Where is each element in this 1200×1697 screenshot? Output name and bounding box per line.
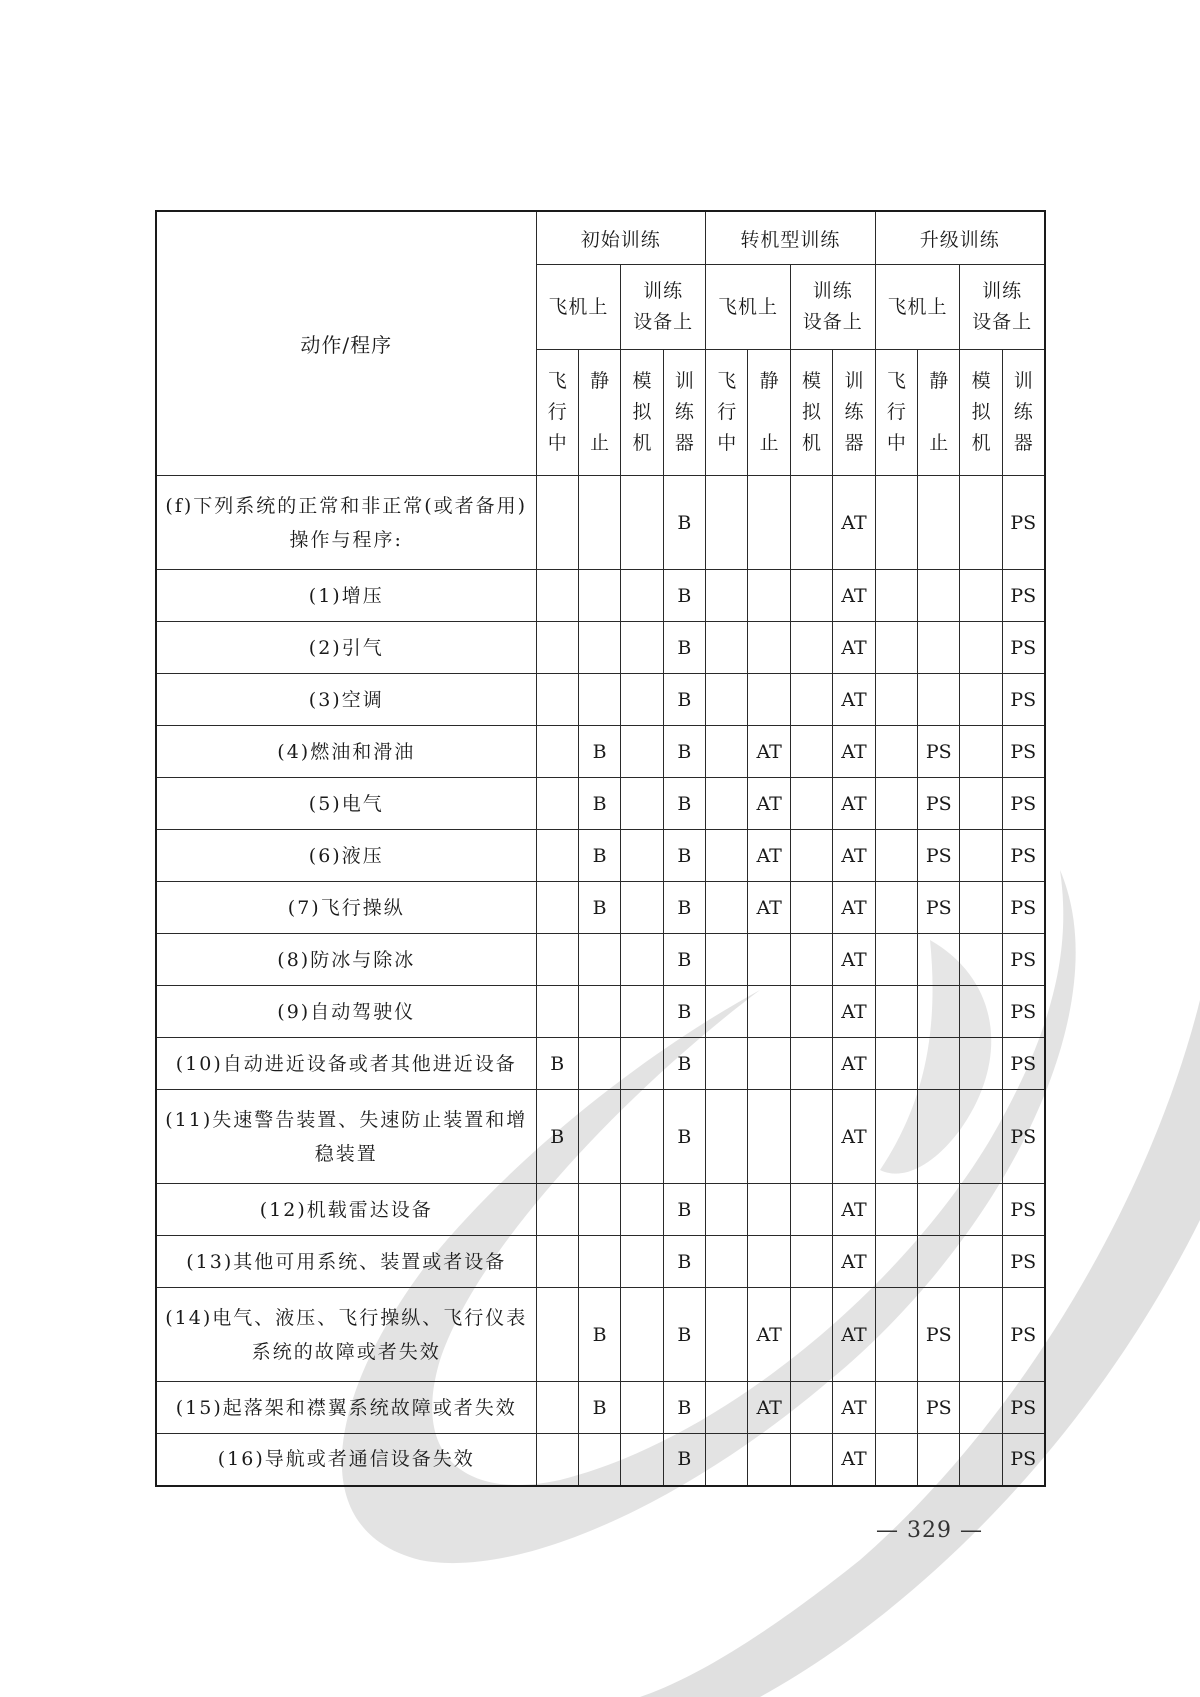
value-cell: [621, 476, 663, 570]
value-cell: [875, 674, 917, 726]
value-cell: AT: [833, 778, 875, 830]
subgroup-header: 飞机上: [875, 265, 960, 350]
value-cell: AT: [748, 778, 790, 830]
value-cell: PS: [1002, 778, 1044, 830]
value-cell: [918, 1184, 960, 1236]
value-cell: B: [663, 476, 705, 570]
value-cell: [875, 1038, 917, 1090]
value-cell: [960, 882, 1002, 934]
value-cell: [748, 1184, 790, 1236]
value-cell: [706, 1236, 748, 1288]
table-row: [156, 726, 1045, 778]
value-cell: [536, 1184, 578, 1236]
value-cell: [748, 1434, 790, 1486]
value-cell: PS: [918, 726, 960, 778]
value-cell: PS: [918, 778, 960, 830]
procedure-cell: (6)液压: [156, 830, 536, 882]
value-cell: AT: [748, 1382, 790, 1434]
value-cell: [621, 726, 663, 778]
procedure-cell: (14)电气、液压、飞行操纵、飞行仪表系统的故障或者失效: [156, 1288, 536, 1382]
value-cell: PS: [1002, 882, 1044, 934]
procedure-cell: (3)空调: [156, 674, 536, 726]
training-table: [155, 210, 1046, 1487]
value-cell: [706, 726, 748, 778]
column-header: 模 拟 机: [621, 350, 663, 476]
value-cell: [960, 726, 1002, 778]
value-cell: [790, 1382, 832, 1434]
value-cell: [960, 1090, 1002, 1184]
value-cell: [748, 934, 790, 986]
value-cell: [621, 1038, 663, 1090]
value-cell: [536, 570, 578, 622]
value-cell: [706, 986, 748, 1038]
table-row: [156, 1288, 1045, 1382]
value-cell: PS: [918, 830, 960, 882]
value-cell: PS: [918, 882, 960, 934]
value-cell: [790, 674, 832, 726]
value-cell: PS: [1002, 1038, 1044, 1090]
value-cell: [960, 1184, 1002, 1236]
table-row: [156, 1236, 1045, 1288]
value-cell: [536, 830, 578, 882]
value-cell: [748, 674, 790, 726]
value-cell: B: [663, 674, 705, 726]
value-cell: [578, 476, 620, 570]
procedure-cell: (1)增压: [156, 570, 536, 622]
value-cell: B: [578, 726, 620, 778]
page-number: — 329 —: [876, 1518, 983, 1543]
value-cell: [790, 1184, 832, 1236]
value-cell: [706, 674, 748, 726]
value-cell: [918, 674, 960, 726]
value-cell: [536, 1236, 578, 1288]
group-header-upgrade: 升级训练: [875, 211, 1045, 265]
value-cell: [875, 1090, 917, 1184]
value-cell: AT: [833, 622, 875, 674]
value-cell: B: [578, 882, 620, 934]
value-cell: [960, 1236, 1002, 1288]
value-cell: PS: [918, 1382, 960, 1434]
value-cell: [578, 934, 620, 986]
value-cell: [536, 726, 578, 778]
value-cell: PS: [1002, 726, 1044, 778]
value-cell: AT: [833, 830, 875, 882]
value-cell: AT: [833, 1236, 875, 1288]
value-cell: PS: [1002, 830, 1044, 882]
value-cell: AT: [833, 1184, 875, 1236]
value-cell: B: [663, 882, 705, 934]
subgroup-header: 训练 设备上: [790, 265, 875, 350]
value-cell: B: [536, 1090, 578, 1184]
column-header: 训 练 器: [1002, 350, 1044, 476]
value-cell: AT: [748, 830, 790, 882]
value-cell: [706, 1434, 748, 1486]
value-cell: [875, 778, 917, 830]
subgroup-header: 飞机上: [536, 265, 621, 350]
column-header: 训 练 器: [663, 350, 705, 476]
value-cell: [875, 1434, 917, 1486]
column-header: 飞 行 中: [706, 350, 748, 476]
value-cell: [875, 622, 917, 674]
value-cell: [536, 934, 578, 986]
value-cell: [578, 1038, 620, 1090]
value-cell: PS: [1002, 986, 1044, 1038]
value-cell: [960, 476, 1002, 570]
value-cell: [790, 882, 832, 934]
value-cell: B: [578, 830, 620, 882]
value-cell: [960, 986, 1002, 1038]
value-cell: [918, 934, 960, 986]
value-cell: B: [578, 1382, 620, 1434]
value-cell: B: [663, 1382, 705, 1434]
value-cell: [536, 476, 578, 570]
value-cell: [536, 778, 578, 830]
value-cell: PS: [918, 1288, 960, 1382]
value-cell: [621, 1288, 663, 1382]
value-cell: [960, 1382, 1002, 1434]
value-cell: [706, 1288, 748, 1382]
value-cell: [536, 674, 578, 726]
procedure-cell: (10)自动进近设备或者其他进近设备: [156, 1038, 536, 1090]
value-cell: [918, 986, 960, 1038]
value-cell: [578, 1236, 620, 1288]
value-cell: [790, 934, 832, 986]
value-cell: B: [663, 1038, 705, 1090]
value-cell: B: [663, 830, 705, 882]
value-cell: [578, 674, 620, 726]
column-header: 训 练 器: [833, 350, 875, 476]
value-cell: [918, 1090, 960, 1184]
value-cell: AT: [833, 882, 875, 934]
value-cell: AT: [833, 674, 875, 726]
value-cell: [706, 934, 748, 986]
value-cell: [875, 726, 917, 778]
value-cell: PS: [1002, 1236, 1044, 1288]
value-cell: [578, 1434, 620, 1486]
value-cell: [875, 1288, 917, 1382]
value-cell: B: [663, 1288, 705, 1382]
table-row: [156, 778, 1045, 830]
table-body: [156, 476, 1045, 1486]
procedure-cell: (16)导航或者通信设备失效: [156, 1434, 536, 1486]
table-row: [156, 830, 1045, 882]
value-cell: PS: [1002, 934, 1044, 986]
table-row: [156, 570, 1045, 622]
table-row: [156, 1038, 1045, 1090]
value-cell: B: [536, 1038, 578, 1090]
value-cell: [621, 882, 663, 934]
value-cell: AT: [833, 1090, 875, 1184]
value-cell: B: [578, 1288, 620, 1382]
value-cell: [960, 778, 1002, 830]
procedure-cell: (12)机载雷达设备: [156, 1184, 536, 1236]
value-cell: B: [663, 986, 705, 1038]
value-cell: AT: [748, 726, 790, 778]
procedure-cell: (2)引气: [156, 622, 536, 674]
value-cell: PS: [1002, 476, 1044, 570]
column-header: 模 拟 机: [790, 350, 832, 476]
subgroup-header: 训练 设备上: [960, 265, 1045, 350]
value-cell: [790, 1288, 832, 1382]
value-cell: [536, 1434, 578, 1486]
value-cell: [621, 1090, 663, 1184]
value-cell: [790, 726, 832, 778]
value-cell: AT: [833, 476, 875, 570]
value-cell: B: [663, 934, 705, 986]
value-cell: B: [663, 1090, 705, 1184]
value-cell: [875, 1382, 917, 1434]
value-cell: [706, 830, 748, 882]
value-cell: [748, 476, 790, 570]
table-row: [156, 1434, 1045, 1486]
procedure-cell: (9)自动驾驶仪: [156, 986, 536, 1038]
value-cell: [621, 1382, 663, 1434]
value-cell: [960, 1288, 1002, 1382]
value-cell: [621, 570, 663, 622]
value-cell: [875, 934, 917, 986]
value-cell: AT: [833, 1434, 875, 1486]
table-row: [156, 986, 1045, 1038]
procedure-cell: (7)飞行操纵: [156, 882, 536, 934]
procedure-cell: (8)防冰与除冰: [156, 934, 536, 986]
value-cell: [621, 934, 663, 986]
value-cell: [748, 622, 790, 674]
value-cell: [790, 622, 832, 674]
value-cell: [875, 882, 917, 934]
value-cell: [706, 570, 748, 622]
value-cell: [748, 1038, 790, 1090]
subgroup-header: 飞机上: [706, 265, 791, 350]
group-header-initial: 初始训练: [536, 211, 706, 265]
procedure-cell: (f)下列系统的正常和非正常(或者备用)操作与程序:: [156, 476, 536, 570]
procedure-header: 动作/程序: [156, 211, 536, 476]
value-cell: [960, 570, 1002, 622]
value-cell: AT: [748, 1288, 790, 1382]
table-row: [156, 622, 1045, 674]
table-row: [156, 674, 1045, 726]
value-cell: [578, 986, 620, 1038]
value-cell: [960, 1038, 1002, 1090]
value-cell: [875, 570, 917, 622]
value-cell: [960, 674, 1002, 726]
value-cell: PS: [1002, 1090, 1044, 1184]
value-cell: PS: [1002, 622, 1044, 674]
value-cell: B: [663, 1236, 705, 1288]
table-row: [156, 934, 1045, 986]
value-cell: [536, 622, 578, 674]
column-header: 模 拟 机: [960, 350, 1002, 476]
table-row: [156, 1184, 1045, 1236]
value-cell: [790, 570, 832, 622]
value-cell: B: [663, 778, 705, 830]
value-cell: AT: [833, 1038, 875, 1090]
value-cell: [918, 1236, 960, 1288]
value-cell: B: [663, 622, 705, 674]
value-cell: [621, 674, 663, 726]
value-cell: PS: [1002, 1434, 1044, 1486]
value-cell: [621, 1236, 663, 1288]
value-cell: [790, 830, 832, 882]
value-cell: [790, 778, 832, 830]
value-cell: AT: [833, 726, 875, 778]
value-cell: [918, 1434, 960, 1486]
value-cell: [875, 986, 917, 1038]
subgroup-header: 训练 设备上: [621, 265, 706, 350]
value-cell: [621, 622, 663, 674]
value-cell: [960, 934, 1002, 986]
value-cell: [748, 986, 790, 1038]
value-cell: PS: [1002, 1184, 1044, 1236]
column-header: 静 止: [578, 350, 620, 476]
value-cell: [536, 882, 578, 934]
value-cell: [578, 1090, 620, 1184]
value-cell: PS: [1002, 570, 1044, 622]
value-cell: [790, 1038, 832, 1090]
value-cell: [706, 882, 748, 934]
value-cell: [875, 1236, 917, 1288]
value-cell: AT: [833, 570, 875, 622]
value-cell: [918, 1038, 960, 1090]
value-cell: [706, 476, 748, 570]
value-cell: [790, 1090, 832, 1184]
value-cell: [790, 1434, 832, 1486]
value-cell: [960, 622, 1002, 674]
value-cell: [918, 622, 960, 674]
value-cell: [875, 830, 917, 882]
value-cell: B: [663, 1184, 705, 1236]
value-cell: [706, 1038, 748, 1090]
value-cell: [578, 622, 620, 674]
value-cell: [706, 622, 748, 674]
value-cell: [621, 830, 663, 882]
value-cell: [748, 570, 790, 622]
value-cell: [790, 986, 832, 1038]
value-cell: [706, 1090, 748, 1184]
value-cell: [918, 476, 960, 570]
value-cell: [875, 476, 917, 570]
value-cell: [621, 1434, 663, 1486]
value-cell: [536, 1382, 578, 1434]
value-cell: [621, 778, 663, 830]
value-cell: [875, 1184, 917, 1236]
table-row: [156, 882, 1045, 934]
value-cell: AT: [833, 1382, 875, 1434]
value-cell: B: [663, 1434, 705, 1486]
value-cell: [790, 476, 832, 570]
procedure-cell: (11)失速警告装置、失速防止装置和增稳装置: [156, 1090, 536, 1184]
value-cell: [918, 570, 960, 622]
value-cell: AT: [833, 986, 875, 1038]
value-cell: [536, 1288, 578, 1382]
procedure-cell: (5)电气: [156, 778, 536, 830]
procedure-cell: (13)其他可用系统、装置或者设备: [156, 1236, 536, 1288]
value-cell: [748, 1090, 790, 1184]
value-cell: [706, 1382, 748, 1434]
value-cell: [790, 1236, 832, 1288]
procedure-cell: (15)起落架和襟翼系统故障或者失效: [156, 1382, 536, 1434]
value-cell: [621, 986, 663, 1038]
value-cell: AT: [833, 934, 875, 986]
value-cell: [706, 1184, 748, 1236]
value-cell: PS: [1002, 674, 1044, 726]
value-cell: AT: [748, 882, 790, 934]
value-cell: B: [663, 726, 705, 778]
value-cell: [621, 1184, 663, 1236]
value-cell: [536, 986, 578, 1038]
column-header: 飞 行 中: [875, 350, 917, 476]
table-header: [156, 211, 1045, 476]
value-cell: [960, 830, 1002, 882]
column-header: 静 止: [918, 350, 960, 476]
group-header-transition: 转机型训练: [706, 211, 876, 265]
value-cell: [578, 1184, 620, 1236]
value-cell: PS: [1002, 1288, 1044, 1382]
column-header: 静 止: [748, 350, 790, 476]
value-cell: [748, 1236, 790, 1288]
procedure-cell: (4)燃油和滑油: [156, 726, 536, 778]
column-header: 飞 行 中: [536, 350, 578, 476]
value-cell: [578, 570, 620, 622]
table-row: [156, 1382, 1045, 1434]
value-cell: [706, 778, 748, 830]
value-cell: AT: [833, 1288, 875, 1382]
value-cell: B: [578, 778, 620, 830]
table-row: [156, 476, 1045, 570]
value-cell: B: [663, 570, 705, 622]
value-cell: PS: [1002, 1382, 1044, 1434]
table-row: [156, 1090, 1045, 1184]
value-cell: [960, 1434, 1002, 1486]
